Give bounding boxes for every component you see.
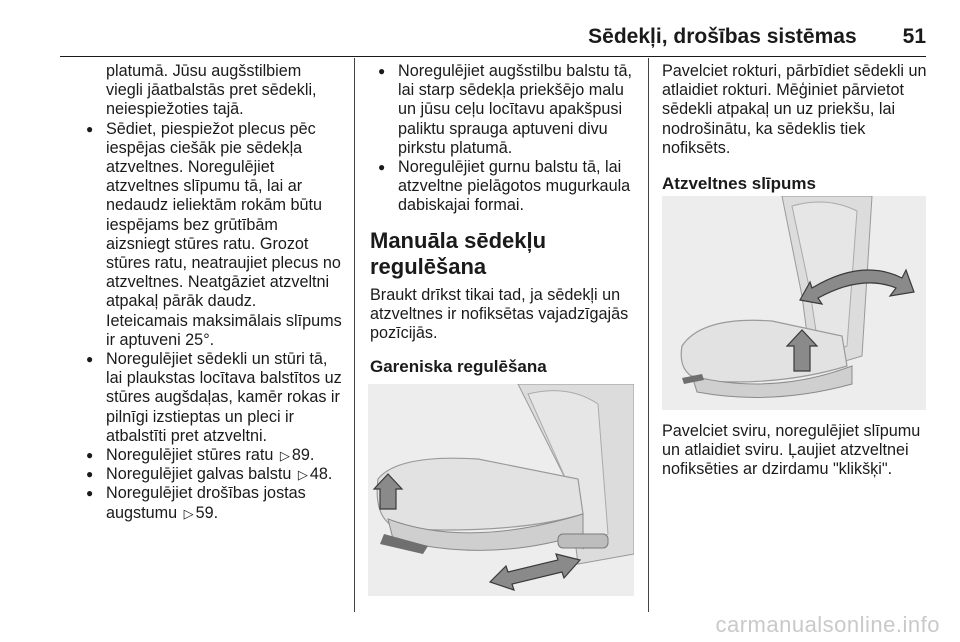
page-reference[interactable]: 48. — [309, 465, 333, 484]
seat-longitudinal-illustration — [368, 384, 634, 596]
list-item: ● Noregulējiet galvas balstu ▷ 48. — [78, 465, 342, 484]
page-header — [60, 20, 926, 54]
page-title: Sēdekļi, drošības sistēmas — [588, 25, 857, 48]
list-item: ● Noregulējiet gurnu balstu tā, lai atzveltne pielāgotos mugurkaula dabiskajai formai. — [370, 158, 636, 216]
paragraph: Pavelciet rokturi, pārbīdiet sēdekli un atlaidiet rokturi. Mēģiniet pārvietot sēdekli atpakaļ un uz priekšu, lai nodrošinātu, ka sēdeklis tiek nofiksēts. — [662, 62, 927, 157]
list-item: ● Noregulējiet drošības jostas augstumu ▷ 59. — [78, 484, 342, 522]
column-divider-1 — [354, 58, 355, 612]
cross-reference-icon: ▷ — [297, 467, 308, 483]
continuation-paragraph: platumā. Jūsu augšstilbiem viegli jāatbalstās pret sēdekli, neiespiežoties tajā. — [106, 62, 317, 119]
intro-paragraph: Braukt drīkst tikai tad, ja sēdekļi un atzveltnes ir nofiksētas vajadzīgajās pozīcijās. — [370, 285, 629, 343]
page-number: 51 — [902, 25, 926, 48]
seat-illustration-svg — [368, 384, 634, 596]
list-item: ● Noregulējiet sēdekli un stūri tā, lai plaukstas locītava balstītos uz stūres augšdaļas, kamēr rokas ir pilnīgi izstieptas un pleci ir atbalstīti pret atzveltni. — [78, 350, 342, 446]
column-3 — [662, 62, 932, 204]
cross-reference-icon: ▷ — [279, 448, 290, 464]
subsection-heading: Atzveltnes slīpums — [662, 174, 816, 194]
header-rule — [60, 56, 926, 57]
cross-reference-icon: ▷ — [183, 505, 194, 521]
seat-recline-illustration — [662, 196, 926, 410]
list-item: ● Sēdiet, piespiežot plecus pēc iespējas ciešāk pie sēdekļa atzveltnes. Noregulējiet atzveltnes slīpumu tā, lai ar nedaudz ieliektām rokām būtu iespējams bez grūtībām aizsniegt stūres ratu. Grozot stūres ratu, neatraujiet plecus no atzveltnes. Neatgāziet atzveltni atpakaļ pārāk daudz. Ieteicamais maksimālais slīpums ir aptuveni 25°. — [78, 120, 342, 350]
page-reference[interactable]: 59. — [195, 503, 219, 522]
column-3-lower — [662, 422, 932, 480]
column-divider-2 — [648, 58, 649, 612]
column-1 — [78, 62, 342, 523]
page-reference[interactable]: 89. — [291, 446, 315, 465]
seat-illustration-svg — [662, 196, 926, 410]
watermark: carmanualsonline.info — [715, 612, 940, 637]
section-heading: Manuāla sēdekļu regulēšana — [370, 227, 547, 279]
subsection-heading: Gareniska regulēšana — [370, 357, 547, 377]
list-item: ● Noregulējiet augšstilbu balstu tā, lai starp sēdekļa priekšējo malu un jūsu ceļu locītavu apakšpusi paliktu sprauga aptuveni divu pirkstu platumā. — [370, 62, 636, 158]
list-item: ● Noregulējiet stūres ratu ▷ 89. — [78, 446, 342, 465]
paragraph: Pavelciet sviru, noregulējiet slīpumu un atlaidiet sviru. Ļaujiet atzveltnei nofiksēties ar dzirdamu "klikšķi". — [662, 422, 921, 479]
column-2 — [370, 62, 636, 387]
